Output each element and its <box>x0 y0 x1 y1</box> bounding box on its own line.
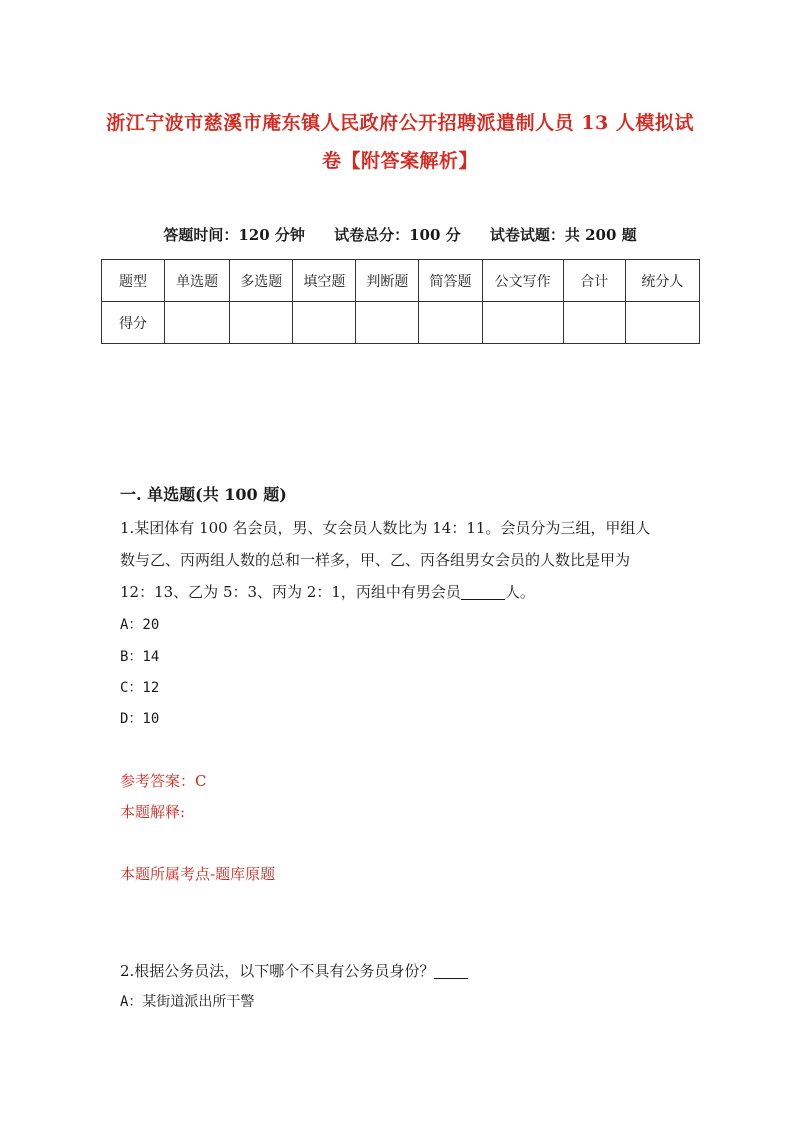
question-1-line <box>120 576 680 608</box>
exam-meta <box>0 224 800 245</box>
score-cell <box>563 302 625 344</box>
document-title-line1: 浙江宁波市慈溪市庵东镇人民政府公开招聘派遣制人员 13 人模拟试 <box>106 112 694 134</box>
question-1-option-b: B：14 <box>120 649 160 665</box>
exam-time: 答题时间：120 分钟 <box>163 226 305 244</box>
score-table-score-row <box>102 302 700 344</box>
question-1-option-c: C：12 <box>120 680 160 696</box>
score-cell <box>356 302 419 344</box>
score-cell <box>419 302 482 344</box>
header-cell: 填空题 <box>293 260 356 302</box>
score-cell <box>293 302 356 344</box>
score-cell <box>165 302 230 344</box>
question-1-option-d: D：10 <box>120 711 160 727</box>
header-cell: 单选题 <box>165 260 230 302</box>
row-label-cell: 得分 <box>102 302 165 344</box>
question-1-explanation-label: 本题解释: <box>120 803 186 821</box>
question-1-line-part: 12：13、乙为 5：3、丙为 2：1，丙组中有男会员 <box>120 583 461 601</box>
header-cell: 简答题 <box>419 260 482 302</box>
score-cell <box>482 302 563 344</box>
question-2-text <box>120 955 680 987</box>
question-2-option-a: A：某街道派出所干警 <box>120 994 255 1010</box>
exam-question-count: 试卷试题：共 200 题 <box>489 226 637 244</box>
answer-blank <box>461 583 505 600</box>
header-cell: 合计 <box>563 260 625 302</box>
exam-total-score: 试卷总分：100 分 <box>334 226 461 244</box>
question-1-line: 1.某团体有 100 名会员，男、女会员人数比为 14：11。会员分为三组，甲组人 <box>120 519 651 537</box>
question-1-option-a: A：20 <box>120 617 160 633</box>
question-1-line: 数与乙、丙两组人数的总和一样多，甲、乙、丙各组男女会员的人数比是甲为 <box>120 551 631 569</box>
score-table <box>101 259 700 344</box>
header-cell: 多选题 <box>230 260 293 302</box>
section-heading: 一. 单选题(共 100 题) <box>120 485 287 504</box>
score-cell <box>625 302 699 344</box>
document-title-line2: 卷【附答案解析】 <box>321 150 478 172</box>
question-1-answer: 参考答案：C <box>120 772 207 790</box>
header-cell: 判断题 <box>356 260 419 302</box>
answer-blank <box>434 962 468 979</box>
header-cell: 统分人 <box>625 260 699 302</box>
score-table-header-row <box>102 260 700 302</box>
header-cell: 公文写作 <box>482 260 563 302</box>
header-cell: 题型 <box>102 260 165 302</box>
question-1-source: 本题所属考点-题库原题 <box>120 865 276 883</box>
question-1-line-part: 人。 <box>504 583 535 601</box>
score-cell <box>230 302 293 344</box>
question-2-prompt: 2.根据公务员法，以下哪个不具有公务员身份？ <box>120 962 435 980</box>
question-1-text <box>120 512 680 608</box>
